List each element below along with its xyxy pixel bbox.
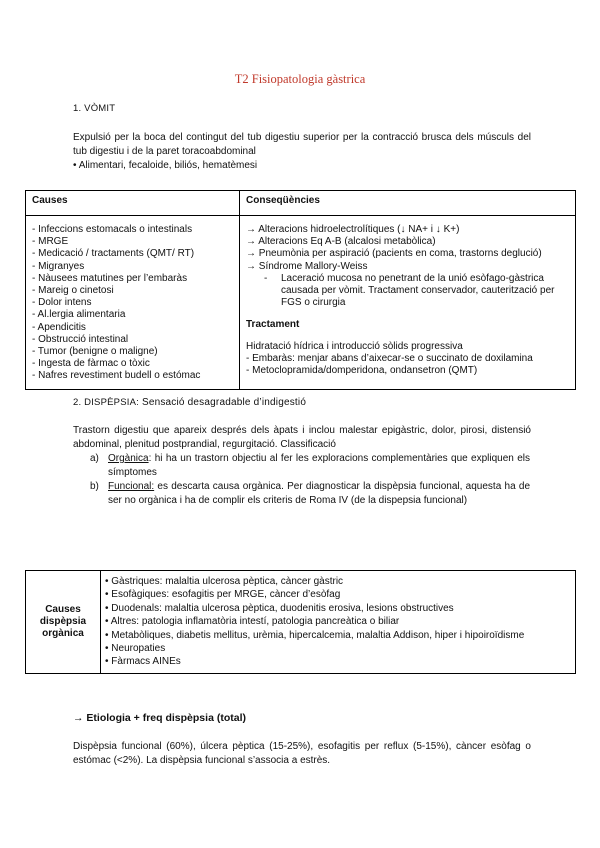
cause-item: - Mareig o cinetosi xyxy=(32,285,114,297)
consequence-item: → Pneumònia per aspiració (pacients en coma, trastorns deglució) xyxy=(246,248,542,260)
cause-item: - Medicació / tractaments (QMT/ RT) xyxy=(32,248,195,260)
type-label: Orgànica xyxy=(108,453,149,464)
type-text: es descarta causa orgànica. Per diagnosticar la dispèpsia funcional, aquesta ha de ser no orgànica i ha de complir els criteris de Roma IV (de la dispepsia funcional) xyxy=(108,481,530,506)
causes-items xyxy=(101,571,576,674)
cause-item: - Ingesta de fàrmac o tòxic xyxy=(32,358,150,370)
treatment-header: Tractament xyxy=(246,319,300,331)
vomit-definition-block xyxy=(73,131,531,173)
causes-cell xyxy=(26,216,240,390)
dispepsia-intro: Trastorn digestiu que apareix després dels àpats i inclou malestar epigàstric, dolor, pirosi, distensió abdominal, plenitud postprandial, regurgitació. Classificació xyxy=(73,425,531,450)
section-heading-dispepsia xyxy=(73,397,306,408)
cause-item: • Duodenals: malaltia ulcerosa pèptica, duodenitis erosiva, lesions obstructives xyxy=(105,602,454,614)
dispepsia-heading-prefix: 2. DISPÈPSIA: xyxy=(73,397,139,408)
cause-item: • Neuropaties xyxy=(105,643,166,655)
cause-item: • Altres: patologia inflamatòria intestí, patologia pancreàtica o biliar xyxy=(105,616,400,628)
etiology-heading: → Etiologia + freq dispèpsia (total) xyxy=(73,712,246,724)
cause-item: - Tumor (benigne o maligne) xyxy=(32,346,158,358)
section-heading-vomit: 1. VÒMIT xyxy=(73,103,116,114)
causes-label: Causes dispèpsia orgànica xyxy=(26,571,101,674)
cause-item: - Nafres revestiment budell o estómac xyxy=(32,370,201,382)
consequence-item: → Alteracions hidroelectrolítiques (↓ NA+ i ↓ K+) xyxy=(246,224,460,235)
list-item xyxy=(90,452,530,480)
cause-item: - Nàusees matutines per l’embaràs xyxy=(32,272,188,284)
cause-item: - Infeccions estomacals o intestinals xyxy=(32,224,193,235)
causes-header: Causes xyxy=(26,191,240,216)
list-marker: a) xyxy=(90,453,99,464)
type-label: Funcional: xyxy=(108,481,155,492)
cause-item: • Esofàgiques: esofagitis per MRGE, càncer d’esòfag xyxy=(105,589,341,601)
mallory-weiss-text: Laceració mucosa no penetrant de la unió esòfago-gàstrica causada per vòmit. Tractament conservador, cauterització per FGS o cirurgia xyxy=(281,272,555,309)
cause-item: - Dolor intens xyxy=(32,297,92,309)
cause-item: • Gàstriques: malaltia ulcerosa pèptica, càncer gàstric xyxy=(105,576,344,587)
dispepsia-types-list xyxy=(90,452,530,508)
etiology-text: Dispèpsia funcional (60%), úlcera pèptica (15-25%), esofagitis per reflux (5-15%), càncer esòfag o estómac (<2%). La dispèpsia funcional s’associa a estrès. xyxy=(73,741,531,766)
dispepsia-causes-table xyxy=(25,570,576,674)
type-text: : hi ha un trastorn objectiu al fer les exploracions complementàries que expliquen els símptomes xyxy=(108,453,530,478)
cause-item: • Metabòliques, diabetis mellitus, urèmia, hipercalcemia, malaltia Addison, hiper i hipoiroïdisme xyxy=(105,629,525,641)
cause-item: • Fàrmacs AINEs xyxy=(105,656,181,668)
treatment-item: - Metoclopramida/domperidona, ondansetron (QMT) xyxy=(246,365,478,377)
cause-item: - Migranyes xyxy=(32,260,85,272)
cause-item: - Apendicitis xyxy=(32,321,86,333)
consequences-header: Conseqüències xyxy=(240,191,576,216)
consequence-item: → Síndrome Mallory-Weiss xyxy=(246,260,368,272)
consequence-item: → Alteracions Eq A-B (alcalosi metabòlica) xyxy=(246,236,436,248)
cause-item: - MRGE xyxy=(32,236,69,248)
list-item xyxy=(90,480,530,508)
vomit-definition: Expulsió per la boca del contingut del tub digestiu superior per la contracció brusca dels músculs del tub digestiu i de la paret toracoabdominal xyxy=(73,132,531,157)
dash-marker: - xyxy=(264,272,268,284)
cause-item: - Al.lergia alimentaria xyxy=(32,309,126,321)
vomit-table xyxy=(25,190,576,390)
consequences-cell xyxy=(240,216,576,390)
mallory-weiss-detail xyxy=(246,273,569,310)
treatment-item: - Embaràs: menjar abans d’aixecar-se o succinato de doxilamina xyxy=(246,352,533,364)
treatment-item: Hidratació hídrica i introducció sòlids progressiva xyxy=(246,340,463,352)
cause-item: - Obstrucció intestinal xyxy=(32,333,129,345)
vomit-types-bullet: • Alimentari, fecaloide, biliós, hematèmesi xyxy=(73,160,258,171)
page-title: T2 Fisiopatologia gàstrica xyxy=(234,72,366,86)
list-marker: b) xyxy=(90,481,99,492)
dispepsia-heading-suffix: Sensació desagradable d’indigestió xyxy=(138,397,307,408)
